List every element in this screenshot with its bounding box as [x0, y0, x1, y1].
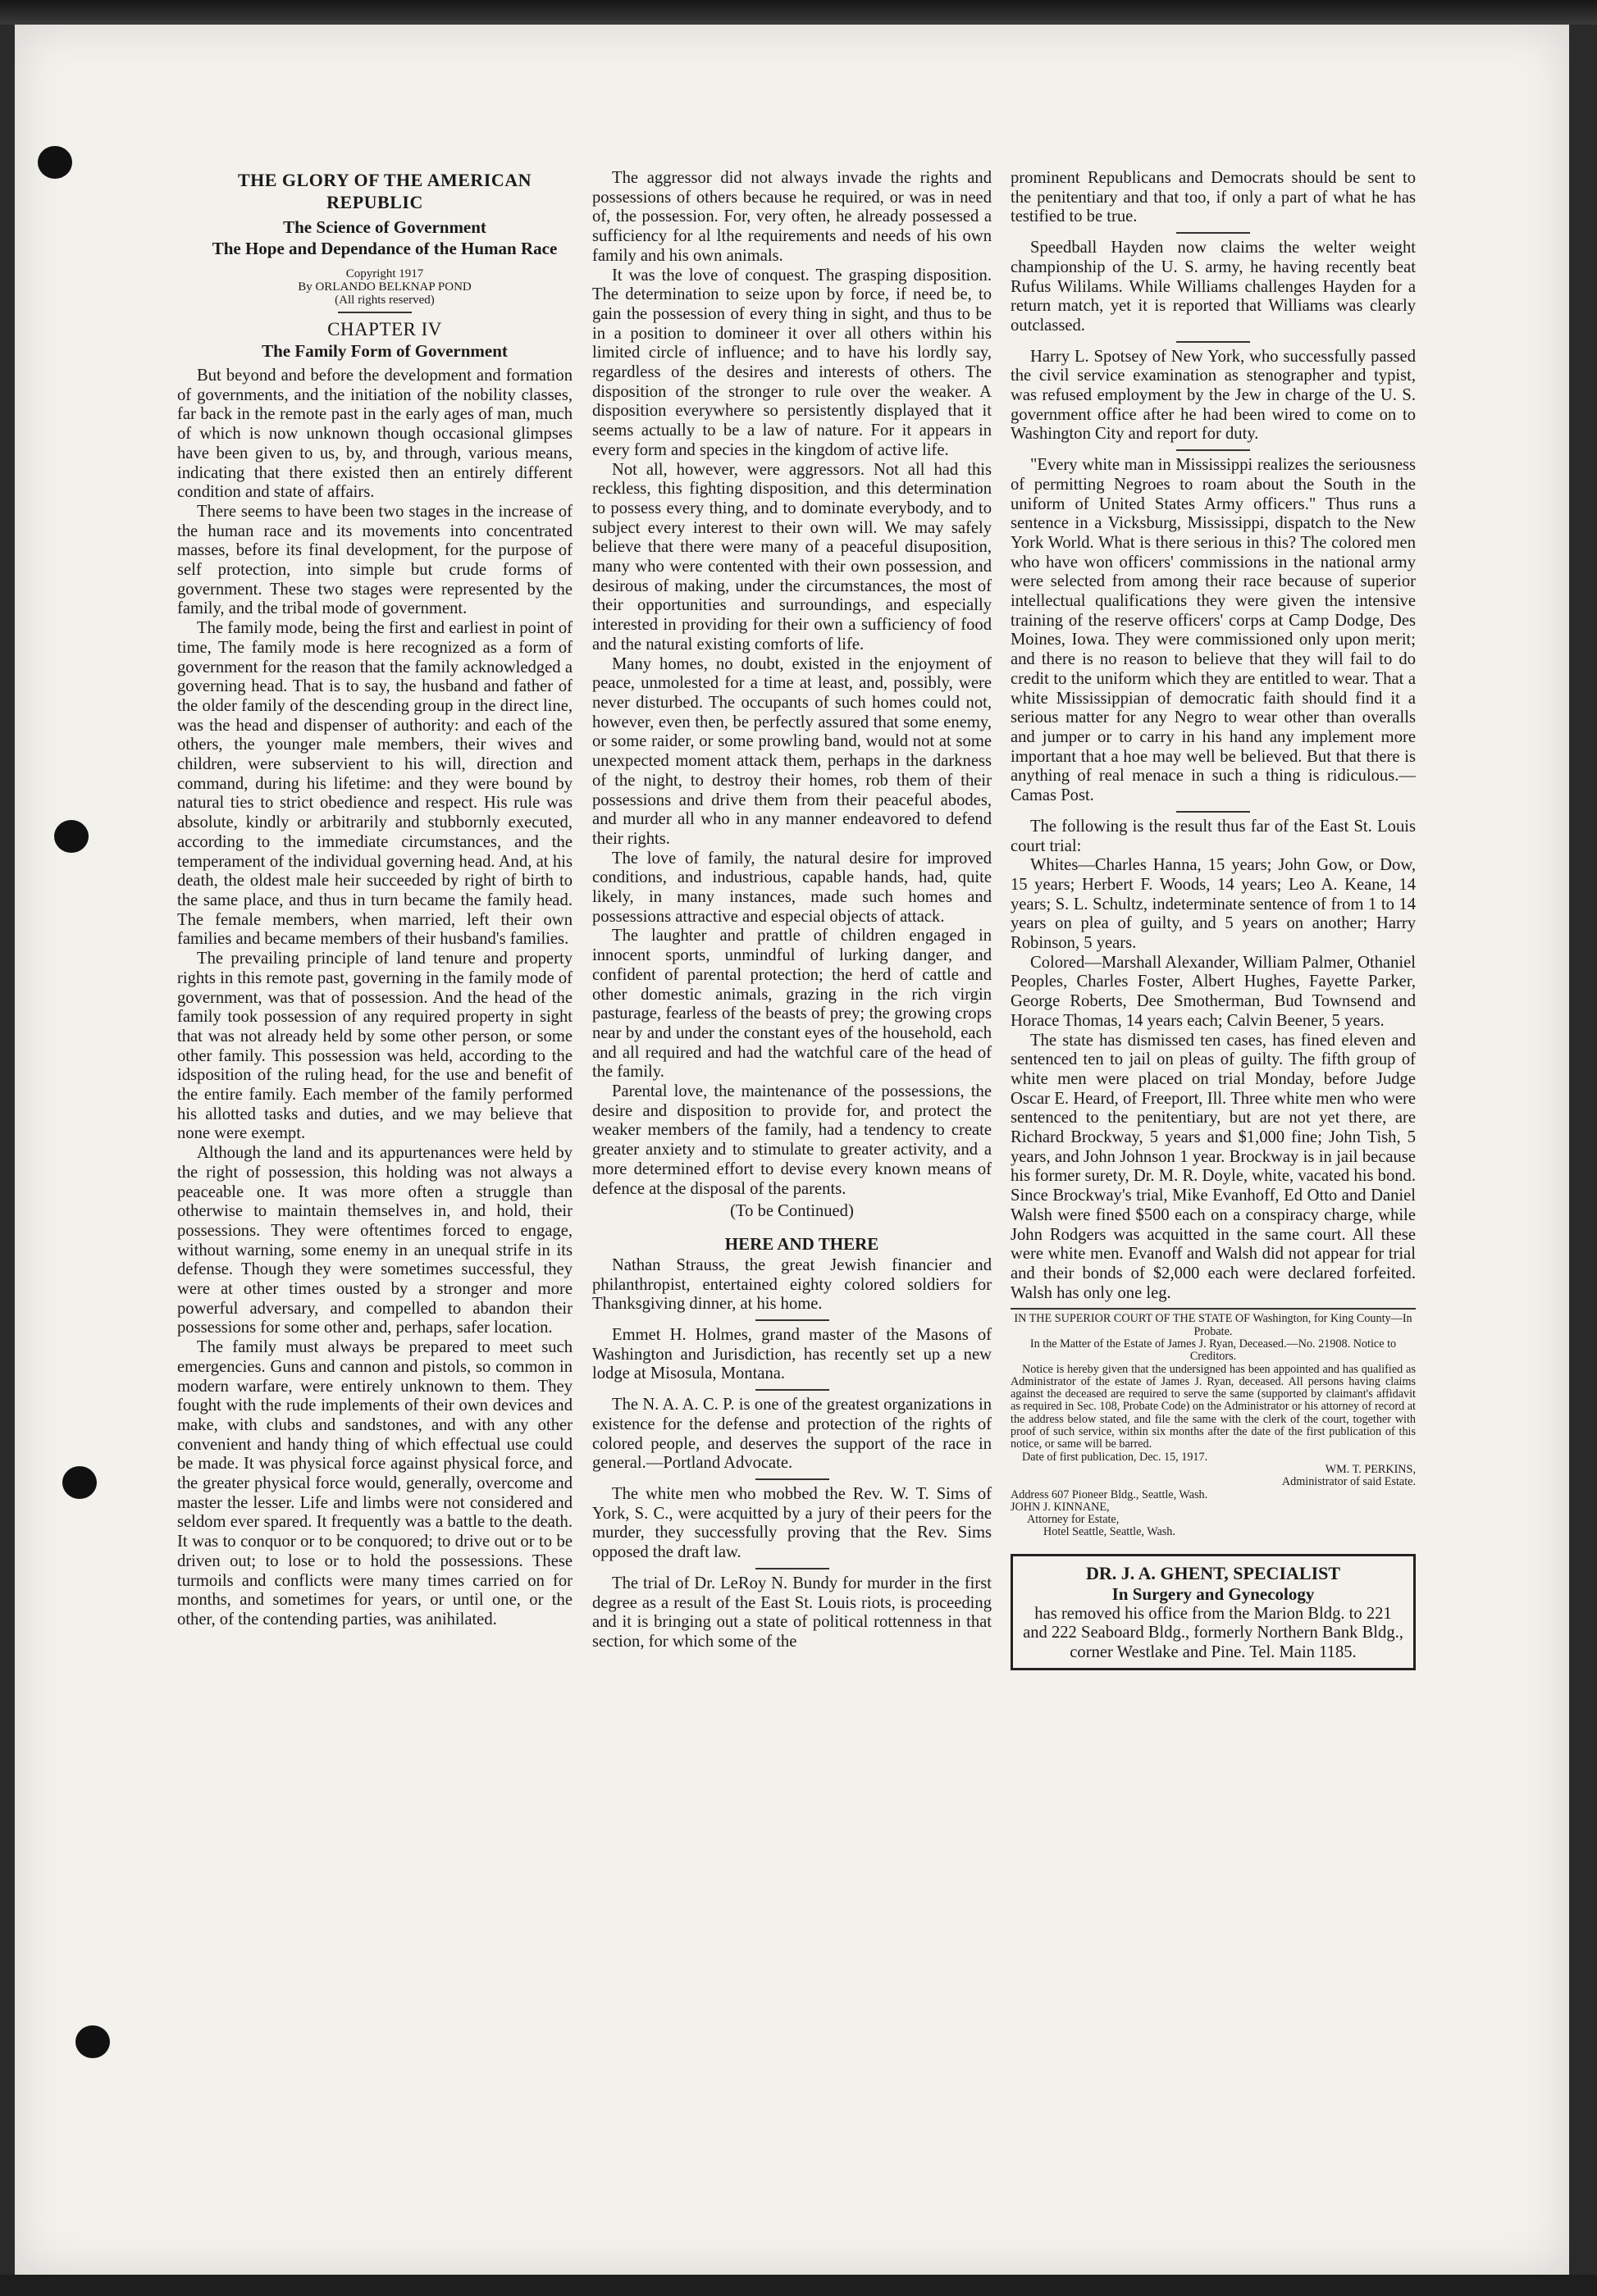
punch-hole-mark — [62, 1466, 97, 1499]
continued-note: (To be Continued) — [730, 1202, 854, 1221]
legal-attorney: JOHN J. KINNANE, — [1011, 1500, 1110, 1514]
divider — [755, 1568, 829, 1569]
scan-top-edge — [0, 0, 1597, 25]
legal-attorney-role: Attorney for Estate, — [1027, 1513, 1120, 1527]
news-item: Emmet H. Holmes, grand master of the Masons of Washington and Jurisdiction, has recently set up a new lodge at Misosula, Montana. — [592, 1326, 992, 1383]
article-subtitle: The Hope and Dependance of the Human Race — [212, 239, 558, 258]
article-subtitle: The Science of Government — [283, 217, 486, 237]
legal-heading: IN THE SUPERIOR COURT OF THE STATE OF Washington, for King County—In Probate. — [1014, 1312, 1412, 1338]
paragraph: The laughter and prattle of children engaged in innocent sports, unmindful of lurking danger, and confident of parental protection; the herd of cattle and other domestic animals, grazing in the rich virgin pasturage, fearless of the beasts of prey; the growing crops near by and under the constant eyes of the household, each and all required and had the watchful care of the head of the family. — [592, 927, 992, 1082]
column-2 — [592, 169, 992, 1652]
divider — [1176, 811, 1250, 813]
copyright-line: Copyright 1917 — [345, 267, 424, 280]
advertisement-box — [1011, 1554, 1416, 1670]
news-item: Colored—Marshall Alexander, William Palmer, Othaniel Peoples, Charles Foster, Albert Hughes, Fayette Parker, George Roberts, Dee Smotherman, Bud Townsend and Horace Thomas, 14 years each; Calvin Beener, 5 years. — [1011, 953, 1416, 1030]
news-item: Harry L. Spotsey of New York, who successfully passed the civil service examination as stenographer and typist, was refused employment by the Jew in charge of the U. S. government office after he had been wired to come on to Washington City and report for duty. — [1011, 347, 1416, 444]
news-item: Speedball Hayden now claims the welter weight championship of the U. S. army, he having recently beat Rufus Wililams. While Williams challenges Hayden for a return match, yet it is reported that Williams was clearly outclassed. — [1011, 239, 1416, 335]
paragraph: Not all, however, were aggressors. Not all had this reckless, this fighting disposition, and this determination to possess every thing, and to dominate everybody, and to subject every interest to their own will. We may safely believe that there were many of a peaceful disuposition, many who were contented with their own possession, and desirous of making, under the circumstances, the most of their opportunities and surroundings, and especially interested in providing for their own a sufficiency of food and the natural existing comforts of life. — [592, 460, 992, 654]
news-item: The white men who mobbed the Rev. W. T. Sims of York, S. C., were acquitted by a jury of their peers for the murder, they successfully proving that the Rev. Sims opposed the draft law. — [592, 1485, 992, 1562]
paragraph: prominent Republicans and Democrats should be sent to the penitentiary and that too, if only a part of what he has testified to be true. — [1011, 169, 1416, 226]
news-item: The N. A. A. C. P. is one of the greatest organizations in existence for the defense and protection of the rights of colored people, and deserves the support of the race in general.—Portland Advocate. — [592, 1396, 992, 1473]
legal-date: Date of first publication, Dec. 15, 1917. — [1022, 1450, 1208, 1464]
paragraph: Many homes, no doubt, existed in the enjoyment of peace, unmolested for a time at least, and, possibly, were never disturbed. The occupants of such homes could not, however, even then, be perfectly assured that some enemy, or some raider, or some prowling band, would not at some unexpected moment attack them, perhaps in the darkness of the night, to destroy their homes, rob them of their possessions and drive them from their peaceful abodes, and murder all who in any manner endeavored to defend their rights. — [592, 654, 992, 848]
paragraph: The aggressor did not always invade the rights and possessions of others because he required, or was in need of, the possession. For, very often, he already possessed a sufficiency for al lthe requirements and needs of his own family and his own animals. — [592, 169, 992, 265]
divider — [1176, 449, 1250, 451]
paragraph: Although the land and its appurtenances were held by the right of possession, this holding was not always a peaceable one. It was more often a struggle than otherwise to maintain themselves in, and hold, their possessions. They were oftentimes forced to engage, without warning, some enemy in an unequal strife in its defense. Though they were sometimes successful, they were at other times ousted by a stronger and more powerful adversary, and compelled to abandon their possessions for some other and, perhaps, safer location. — [177, 1144, 573, 1337]
news-item: The trial of Dr. LeRoy N. Bundy for murder in the first degree as a result of the East St. Louis riots, is proceeding and it is bringing out a state of political rottenness in that section, for which some of the — [592, 1574, 992, 1651]
chapter-heading: CHAPTER IV — [327, 319, 442, 339]
divider — [755, 1478, 829, 1480]
ad-body: has removed his office from the Marion Bldg. to 221 and 222 Seaboard Bldg., formerly Northern Bank Bldg., corner Westlake and Pine. Tel. Main 1185. — [1023, 1604, 1403, 1662]
ad-subtitle: In Surgery and Gynecology — [1111, 1583, 1315, 1604]
divider — [338, 312, 412, 313]
divider — [755, 1389, 829, 1391]
punch-hole-mark — [38, 146, 72, 179]
legal-attorney-address: Hotel Seattle, Seattle, Wash. — [1043, 1525, 1175, 1539]
divider — [1176, 341, 1250, 343]
legal-address: Address 607 Pioneer Bldg., Seattle, Wash. — [1011, 1487, 1208, 1501]
news-item: "Every white man in Mississippi realizes the seriousness of permitting Negroes to roam about the South in the uniform of United States Army officers." Thus runs a sentence in a Vicksburg, Mississippi, dispatch to the New York World. What is there serious in this? The colored men who have won officers' commissions in the national army were selected from among their race because of superior intellectual qualifications they were given the intensive training of the reserve officers' corps at Camp Dodge, Des Moines, Iowa. They were commissioned only upon merit; and there is no reason to believe that they will fail to do credit to the uniform which they are entitled to wear. That a white Mississippian of democratic faith should find it a serious matter for any Negro to wear other than overalls and jumper or to carry in his hand any implement more important that a hoe may well be believed. But that there is anything of real menace in such a thing is ridiculous.—Camas Post. — [1011, 456, 1416, 805]
legal-body: Notice is hereby given that the undersigned has been appointed and has qualified as Administrator of the estate of James J. Ryan, deceased. All persons having claims against the deceased are required to serve the same (supported by claimant's affidavit as required in Sec. 108, Probate Code) on the Administrator or his attorney of record at the address below stated, and file the same with the clerk of the court, together with proof of such service, within six months after the date of the first publication of this notice, or same will be barred. — [1011, 1362, 1416, 1451]
divider — [1176, 232, 1250, 234]
chapter-title: The Family Form of Government — [262, 341, 508, 361]
byline: By ORLANDO BELKNAP POND — [298, 280, 472, 294]
rights-line: (All rights reserved) — [335, 294, 435, 307]
legal-role: Administrator of said Estate. — [1281, 1475, 1416, 1489]
news-item: Whites—Charles Hanna, 15 years; John Gow, or Dow, 15 years; Herbert F. Woods, 14 years; Leo A. Keane, 14 years; S. L. Schultz, indeterminate sentence of from 1 to 14 years on plea of guilty, and 5 years on another; Harry Robinson, 5 years. — [1011, 856, 1416, 953]
paragraph: It was the love of conquest. The grasping disposition. The determination to seize upon by force, if need be, to gain the possession of every thing in sight, and thus to be in a position to domineer it over all others within his limited circle of influence; and to have his lordly say, regardless of the desires and interests of others. The disposition of the stronger to rule over the weaker. A disposition everywhere so persistently displayed that it seems actually to be a law of nature. For it appears in every form and species in the kingdom of active life. — [592, 266, 992, 459]
paragraph: But beyond and before the development and formation of governments, and the initiation of the nobility classes, far back in the remote past in the early ages of man, much of which is now unknown though occasional glimpses have been given to us, by, and through, various means, indicating that there existed then an entirely different condition and state of affairs. — [177, 367, 573, 502]
paragraph: The family mode, being the first and earliest in point of time, The family mode is here recognized as a form of government for the reason that the family acknowledged a governing head. That is to say, the husband and father of the older family of the descending group in the direct line, was the head and dispenser of authority: and each of the others, the younger male members, their wives and children, were subservient to his will, direction and command, during his lifetime: and they were bound by natural ties to strict obedience and respect. His rule was absolute, kindly or arbitrarily and stubbornly executed, according to the immediate circumstances, and the temperament of the individual governing head. And, at his death, the oldest male heir succeeded by right of birth to the same place, and thus in turn became the family head. The female members, when married, left their own families and became members of their husband's families. — [177, 619, 573, 949]
news-item: Nathan Strauss, the great Jewish financier and philanthropist, entertained eighty colored soldiers for Thanksgiving dinner, at his home. — [592, 1255, 992, 1314]
paragraph: The family must always be prepared to meet such emergencies. Guns and cannon and pistols, so common in modern warfare, were entirely unknown to them. They fought with the rude implements of their own devices and make, with clubs and sandstones, and with any other convenient and handy thing of which effectual use could be made. It was physical force against physical force, and the greater physical force would, generally, overcome and master the lesser. Life and limbs were not considered and seldom ever spared. It frequently was a battle to the death. It was to conquor or to be conquored; to drive out or to be driven out; to lose or to hold the possessions. These turmoils and conflicts were many times carried on for months, and sometimes for years, or until one, or the other, of the contending parties, was anihilated. — [177, 1338, 573, 1629]
section-title: HERE AND THERE — [724, 1233, 879, 1254]
legal-signer: WM. T. PERKINS, — [1325, 1462, 1416, 1476]
punch-hole-mark — [75, 2025, 110, 2058]
divider — [755, 1319, 829, 1321]
column-3 — [1011, 169, 1416, 1670]
legal-notice — [1011, 1308, 1416, 1538]
article-title: THE GLORY OF THE AMERICAN REPUBLIC — [237, 170, 532, 212]
paragraph: The love of family, the natural desire for improved conditions, and industrious, capable hands, had, quite likely, in many instances, made such homes and possessions attractive and especial objects of attack. — [592, 849, 992, 926]
legal-heading: In the Matter of the Estate of James J. Ryan, Deceased.—No. 21908. Notice to Creditors. — [1029, 1337, 1397, 1364]
news-item: The following is the result thus far of the East St. Louis court trial: — [1011, 817, 1416, 855]
scan-bottom-edge — [0, 2275, 1597, 2296]
punch-hole-mark — [54, 820, 89, 853]
paragraph: Parental love, the maintenance of the possessions, the desire and disposition to provide for, and protect the weaker members of the family, had a tendency to create greater anxiety and to stimulate to greater activity, and a more determined effort to devise every known means of defence at the disposal of the parents. — [592, 1082, 992, 1198]
ad-title: DR. J. A. GHENT, SPECIALIST — [1085, 1562, 1341, 1583]
news-item: The state has dismissed ten cases, has fined eleven and sentenced ten to jail on pleas of guilty. The fifth group of white men were placed on trial Monday, before Judge Oscar E. Heard, of Freeport, Ill. Three white men who were sentenced to the penitentiary, but are not yet there, are Richard Brockway, 5 years and $1,000 fine; John Tish, 5 years, and John Johnson 1 year. Brockway is in jail because his former surety, Dr. M. R. Doyle, white, vacated his bond. Since Brockway's trial, Mike Evanhoff, Ed Otto and Daniel Walsh were fined $500 each on a conspiracy charge, while John Rodgers was acquitted in the same court. All these were white men. Evanoff and Walsh did not appear for trial and their bonds of $2,000 each were declared forfeited. Walsh has only one leg. — [1011, 1031, 1416, 1302]
paragraph: The prevailing principle of land tenure and property rights in this remote past, governing in the family mode of government, was that of possession. And the head of the family took possession of any required property in sight that was not already held by some other person, or some other family. This possession was held, according to the idsposition of the ruling head, for the use and benefit of the entire family. Each member of the family performed his allotted tasks and duties, and we may believe that none were exempt. — [177, 950, 573, 1143]
paragraph: There seems to have been two stages in the increase of the human race and its movements into concentrated masses, before its final development, for the purpose of self protection, into simple but crude forms of government. These two stages were represented by the family, and the tribal mode of government. — [177, 502, 573, 618]
column-1 — [177, 169, 573, 1630]
